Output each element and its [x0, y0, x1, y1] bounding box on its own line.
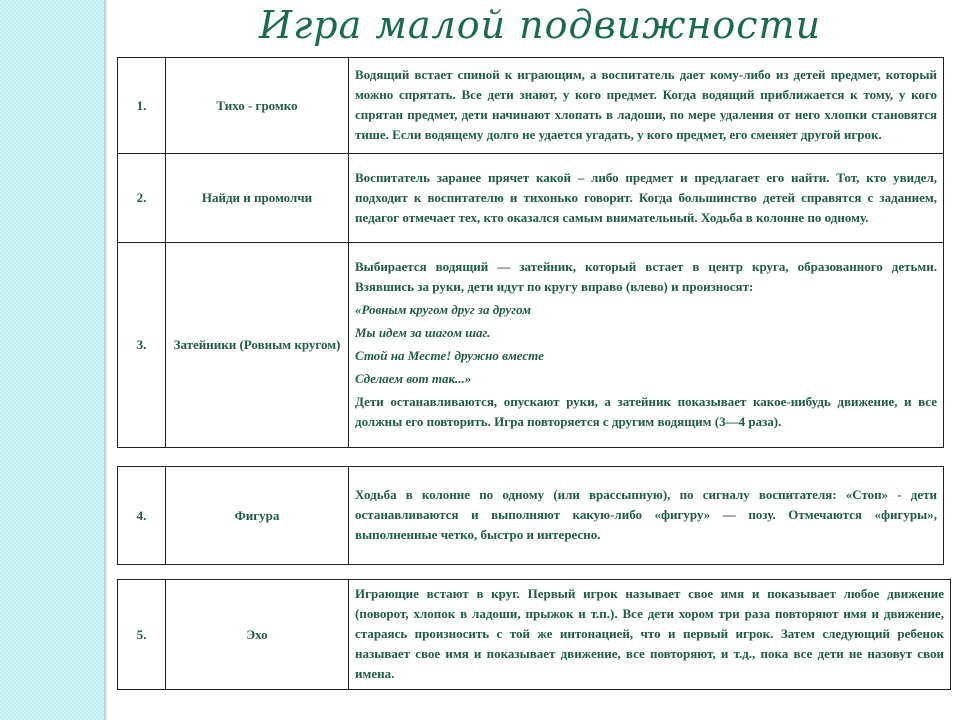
game-name: Тихо - громко: [166, 58, 349, 154]
table-row: [118, 154, 944, 243]
table-row: [118, 580, 951, 690]
game-name: Эхо: [166, 580, 349, 690]
games-table-3: [117, 579, 951, 690]
decorative-side-strip: [0, 0, 104, 720]
table-row: [118, 243, 944, 448]
game-name: Затейники (Ровным кругом): [166, 243, 349, 448]
table-row: [118, 58, 944, 154]
verse-line: «Ровным кругом друг за другом: [355, 302, 531, 317]
game-name: Найди и промолчи: [166, 154, 349, 243]
verse-line: Сделаем вот так...»: [355, 371, 472, 386]
game-number: 1.: [118, 58, 166, 154]
verse-line: Стой на Месте! дружно вместе: [355, 348, 544, 363]
game-description: Ходьба в колонне по одному (или врассыпную), по сигналу воспитателя: «Стоп» - дети останавливаются и выполняют какую-либо «фигуру» — позу. Отмечаются «фигуры», выполненные четко, быстро и интересно.: [349, 467, 944, 565]
game-description: [349, 243, 944, 448]
game-outro: Дети останавливаются, опускают руки, а затейник показывает какое-нибудь движение, и все должны его повторить. Игра повторяется с другим водящим (3—4 раза).: [355, 394, 937, 429]
game-description: Водящий встает спиной к играющим, а воспитатель дает кому-либо из детей предмет, который можно спрятать. Все дети знают, у кого предмет. Когда водящий приближается к тому, у кого спрятан предмет, дети начинают хлопать в ладоши, по мере удаления от него хлопки становятся тише. Если водящему долго не удается угадать, у кого предмет, его сменяет другой игрок.: [349, 58, 944, 154]
game-description: Воспитатель заранее прячет какой – либо предмет и предлагает его найти. Тот, кто увидел, подходит к воспитателю и тихонько говорит. Когда большинство детей справятся с заданием, педагог отмечает тех, кто оказался самым внимательный. Ходьба в колонне по одному.: [349, 154, 944, 243]
verse-line: Мы идем за шагом шаг.: [355, 325, 491, 340]
page-title: Игра малой подвижности: [258, 3, 822, 47]
game-number: 5.: [118, 580, 166, 690]
side-strip-shadow: [104, 0, 108, 720]
game-description: Играющие встают в круг. Первый игрок называет свое имя и показывает любое движение (поворот, хлопок в ладоши, прыжок и т.п.). Все дети хором три раза повторяют имя и движение, стараясь произносить с той же интонацией, что и первый игрок. Затем следующий ребенок называет свое имя и показывает движение, все повторяют, и т.д., пока все дети не назовут свои имена.: [349, 580, 951, 690]
games-table-1: [117, 57, 944, 448]
game-number: 3.: [118, 243, 166, 448]
table-row: [118, 467, 944, 565]
game-number: 2.: [118, 154, 166, 243]
game-name: Фигура: [166, 467, 349, 565]
game-number: 4.: [118, 467, 166, 565]
games-table-2: [117, 466, 944, 565]
game-intro: Выбирается водящий — затейник, который встает в центр круга, образованного детьми. Взявшись за руки, дети идут по кругу вправо (влево) и произносят:: [355, 259, 937, 294]
